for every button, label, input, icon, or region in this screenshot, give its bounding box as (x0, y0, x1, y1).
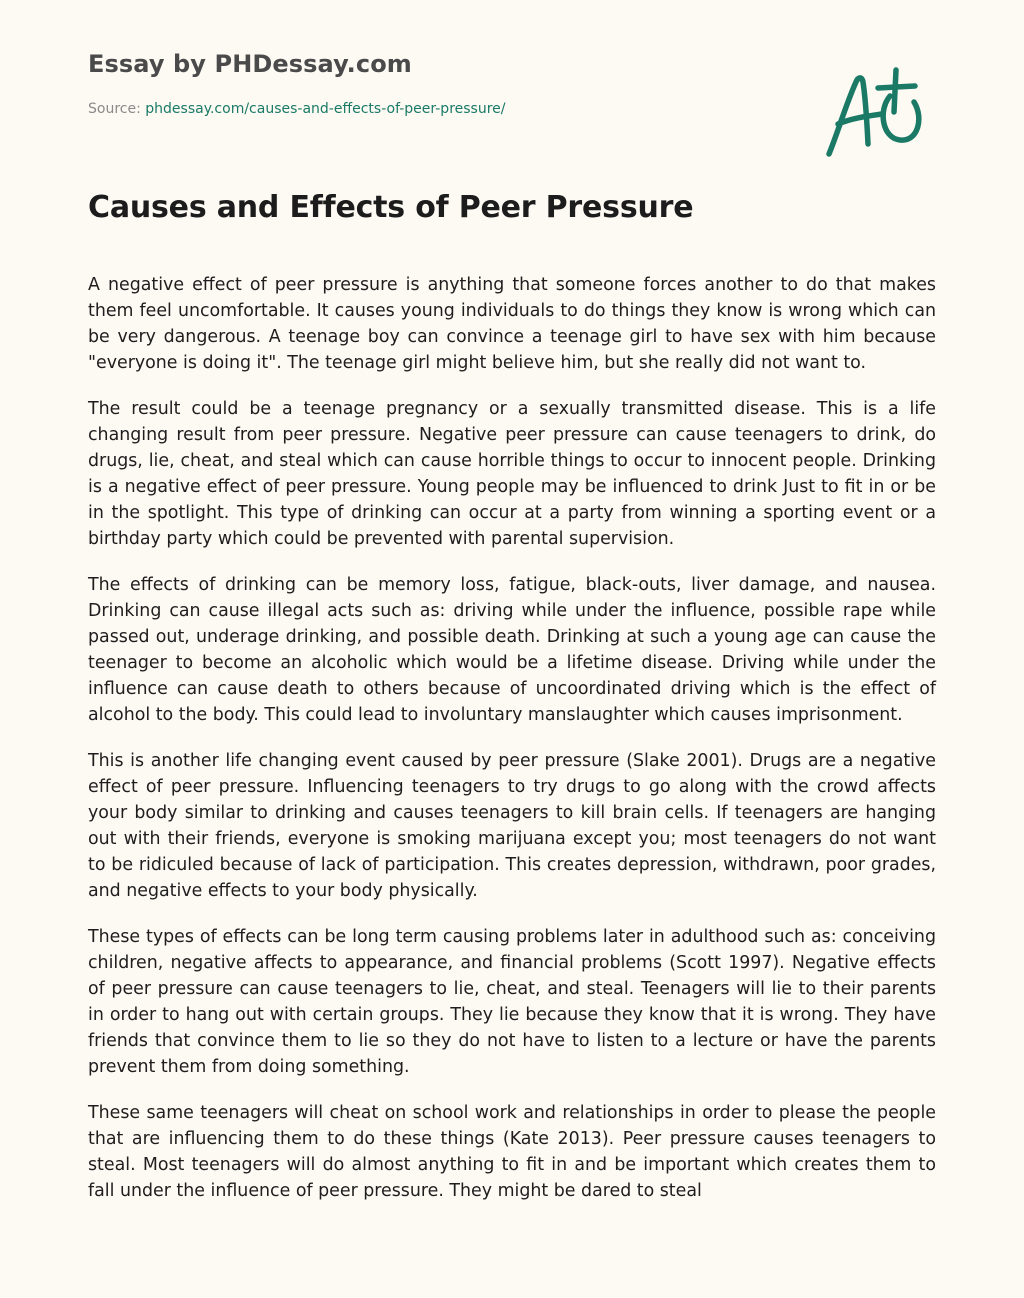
paragraph: The effects of drinking can be memory loss, fatigue, black-outs, liver damage, and nausea. Drinking can cause illegal acts such as: driving while under the influence, possible rape while passed out, underage drinking, and possible death. Drinking at such a young age can cause the teenager to become an alcoholic which would be a lifetime disease. Driving while under the influence can cause death to others because of uncoordinated driving which is the effect of alcohol to the body. This could lead to involuntary manslaughter which causes imprisonment. (88, 575, 936, 725)
paragraph: These same teenagers will cheat on school work and relationships in order to please the people that are influencing them to do these things (Kate 2013). Peer pressure causes teenagers to steal. Most teenagers will do almost anything to fit in and be important which creates them to fall under the influence of peer pressure. They might be dared to steal (88, 1103, 936, 1201)
a-plus-logo-icon (820, 62, 930, 162)
paragraph: The result could be a teenage pregnancy or a sexually transmitted disease. This is a life changing result from peer pressure. Negative peer pressure can cause teenagers to drink, do drugs, lie, cheat, and steal which can cause horrible things to occur to innocent people. Drinking is a negative effect of peer pressure. Young people may be influenced to drink Just to fit in or be in the spotlight. This type of drinking can occur at a party from winning a sporting event or a birthday party which could be prevented with parental supervision. (88, 399, 936, 549)
source-line (88, 101, 506, 117)
paragraph: These types of effects can be long term causing problems later in adulthood such as: conceiving children, negative affects to appearance, and financial problems (Scott 1997). Negative effects of peer pressure can cause teenagers to lie, cheat, and steal. Teenagers will lie to their parents in order to hang out with certain groups. They lie because they know that it is wrong. They have friends that convince them to lie so they do not have to listen to a lecture or have the parents prevent them from doing something. (88, 927, 936, 1077)
source-link[interactable]: phdessay.com/causes-and-effects-of-peer-pressure/ (145, 101, 506, 117)
paragraph: This is another life changing event caused by peer pressure (Slake 2001). Drugs are a negative effect of peer pressure. Influencing teenagers to try drugs to go along with the crowd affects your body similar to drinking and causes teenagers to kill brain cells. If teenagers are hanging out with their friends, everyone is smoking marijuana except you; most teenagers do not want to be ridiculed because of lack of participation. This creates depression, withdrawn, poor grades, and negative effects to your body physically. (88, 751, 936, 901)
site-title: Essay by PHDessay.com (88, 50, 412, 78)
document-title: Causes and Effects of Peer Pressure (88, 190, 694, 225)
essay-body (88, 272, 936, 1224)
source-label: Source: (88, 101, 146, 117)
paragraph: A negative effect of peer pressure is anything that someone forces another to do that makes them feel uncomfortable. It causes young individuals to do things they know is wrong which can be very dangerous. A teenage boy can convince a teenage girl to have sex with him because "everyone is doing it". The teenage girl might believe him, but she really did not want to. (88, 275, 936, 373)
